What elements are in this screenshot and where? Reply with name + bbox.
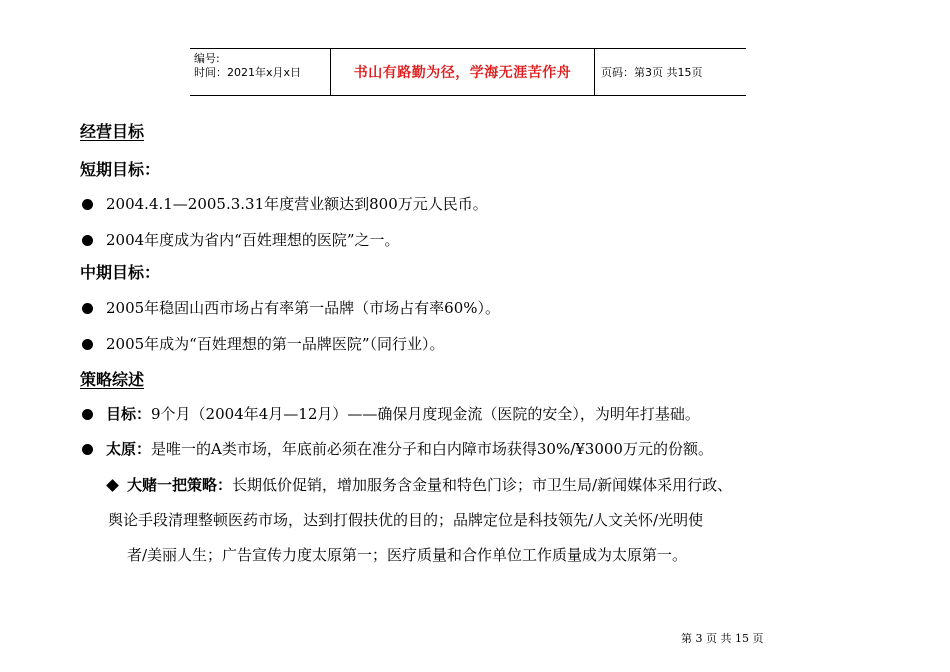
strategy-item: 太原：是唯一的A类市场，年底前必须在准分子和白内障市场获得30%/¥3000万元的份额。 — [80, 438, 713, 460]
strategy-item: 目标：9个月（2004年4月—12月）——确保月度现金流（医院的安全），为明年打基础。 — [80, 403, 700, 425]
bullet-dot-icon — [82, 199, 93, 210]
header-motto: 书山有路勤为径，学海无涯苦作舟 — [331, 49, 595, 95]
header-meta-cell — [190, 49, 331, 95]
bullet-dot-icon — [82, 409, 93, 420]
bullet-dot-icon — [82, 235, 93, 246]
short-term-item: 2004.4.1—2005.3.31年度营业额达到800万元人民币。 — [80, 193, 488, 215]
bullet-dot-icon — [82, 303, 93, 314]
diamond-bullet-icon — [106, 479, 119, 492]
section-title-operating-goals: 经营目标 — [80, 122, 145, 141]
header-time-label: 时间：2021年x月x日 — [194, 66, 302, 79]
page-footer: 第 3 页 共 15 页 — [681, 632, 764, 645]
bullet-dot-icon — [82, 444, 93, 455]
header-number-label: 编号: — [194, 52, 220, 65]
mid-term-item: 2005年成为“百姓理想的第一品牌医院”（同行业）。 — [80, 333, 445, 355]
header-page-info: 页码：第3页 共15页 — [601, 66, 703, 79]
bullet-dot-icon — [82, 339, 93, 350]
page-header — [190, 48, 746, 96]
mid-term-item: 2005年稳固山西市场占有率第一品牌（市场占有率60%）。 — [80, 297, 500, 319]
sub-strategy-line: 舆论手段清理整顿医药市场，达到打假扶优的目的；品牌定位是科技领先/人文关怀/光明使 — [108, 511, 704, 529]
sub-strategy-line: 者/美丽人生；广告宣传力度太原第一；医疗质量和合作单位工作质量成为太原第一。 — [127, 546, 688, 564]
mid-term-title: 中期目标： — [80, 263, 161, 282]
short-term-title: 短期目标： — [80, 160, 161, 179]
short-term-item: 2004年度成为省内“百姓理想的医院”之一。 — [80, 229, 400, 251]
section-title-strategy: 策略综述 — [80, 370, 145, 389]
sub-strategy-line: 大赌一把策略：长期低价促销，增加服务含金量和特色门诊；市卫生局/新闻媒体采用行政、 — [108, 474, 732, 496]
